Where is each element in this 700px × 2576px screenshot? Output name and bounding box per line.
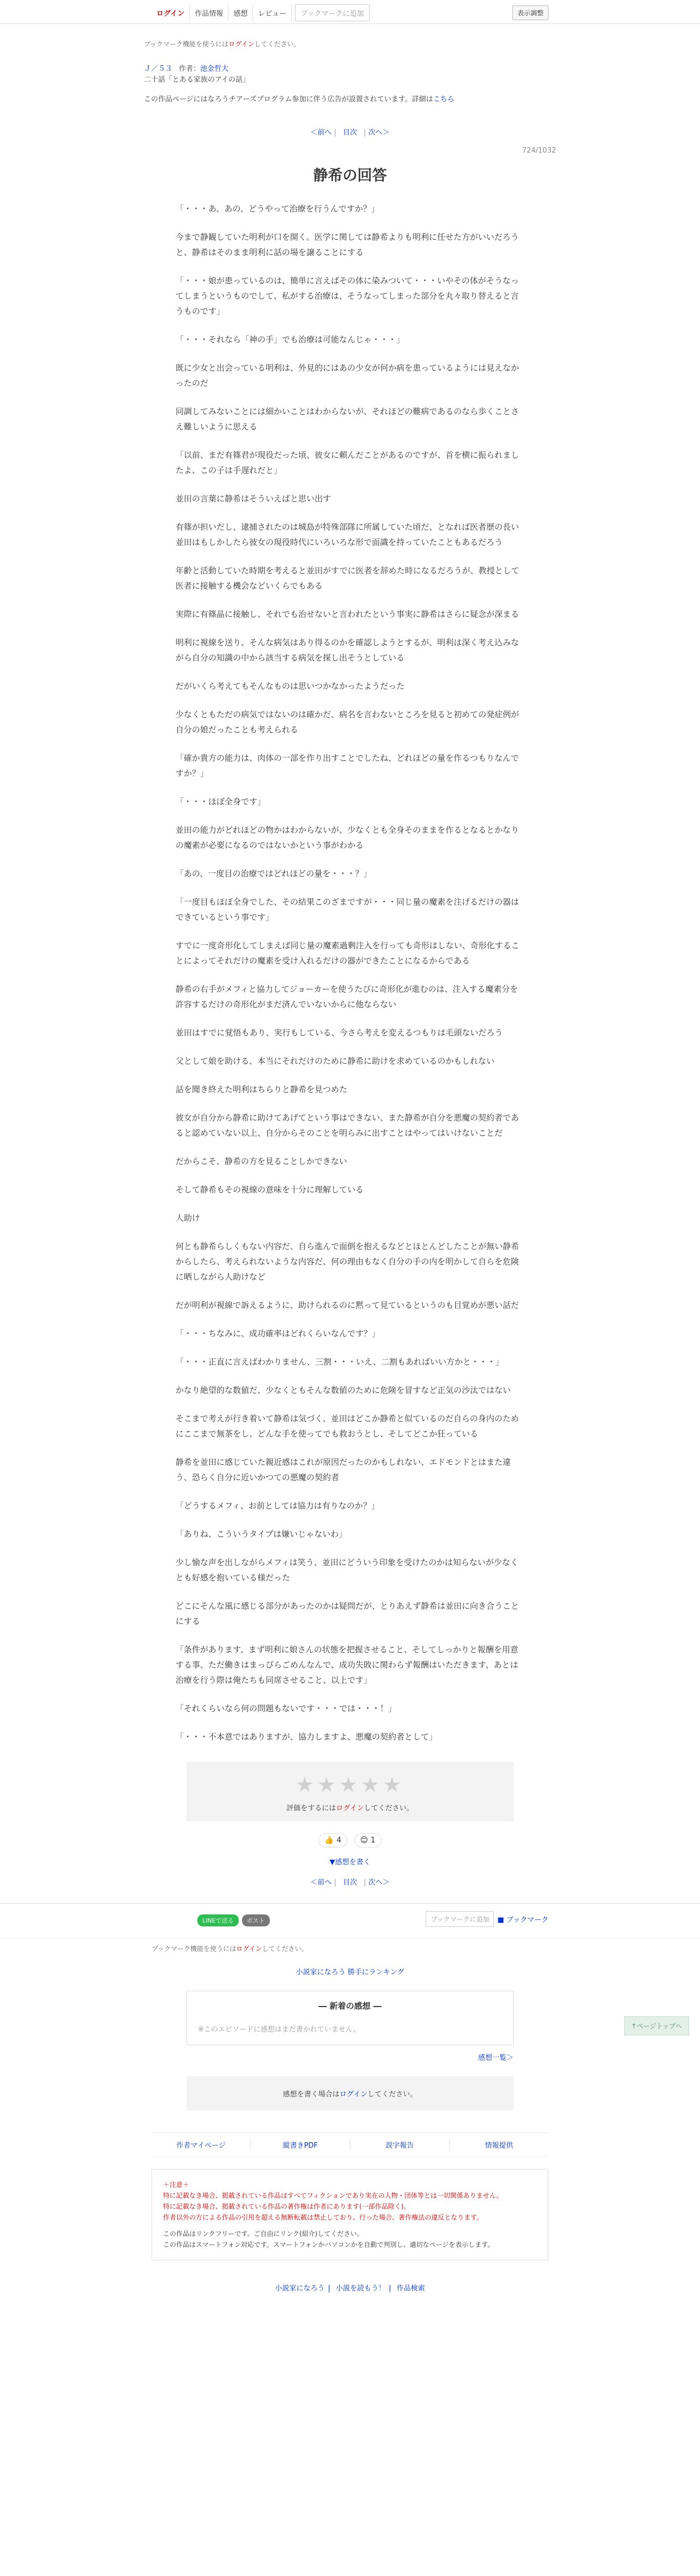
notice-head: ＋注意＋ <box>163 2181 190 2189</box>
prev-episode-link[interactable]: ＜前へ <box>310 129 332 137</box>
work-info-link[interactable]: 作品情報 <box>190 4 228 21</box>
body-paragraph: 有篠が担いだし、逮捕されたのは城島が特殊部隊に所属していた頃だ、となれば医者歴の長い並田はもしかしたら彼女の現役時代にいろいろな形で面識を持っていたこともあるだろう <box>176 522 520 547</box>
share-bar <box>0 1903 700 1938</box>
body-paragraph: そこまで考えが行き着いて静希は気づく、並田はどこか静希と似ているのだ自らの身内のためにここまで無茶をし、どんな手を使ってでも救おうとし、そしてどこか狂っている <box>176 1414 519 1439</box>
body-paragraph: 静希の右手がメフィと協力してジョーカーを使うたびに奇形化が進むのは、注入する魔素分を許容するだけの奇形化がまだ済んでいないからに他ならない <box>176 984 518 1009</box>
review-login-link[interactable]: ログイン <box>339 2090 368 2099</box>
series-info <box>144 64 524 86</box>
body-paragraph: かなり絶望的な数値だ、少なくともそんな数値のために危険を冒すなど正気の沙汰ではない <box>176 1385 511 1395</box>
body-paragraph: 「条件があります、まず明利に娘さんの状態を把握させること、そしてしっかりと報酬を用意する事、ただ働きはまっぴらごめんなんで、成功失敗に関わらず報酬はいただきます、あとは治療を行う際は俺たちも同席させること、以上です」 <box>176 1645 518 1685</box>
body-paragraph: 「ありね、こういうタイプは嫌いじゃないわ」 <box>176 1529 347 1539</box>
notice-box <box>152 2169 548 2260</box>
top-nav <box>152 4 370 21</box>
notice-line: この作品はリンクフリーです。ご自由にリンク(紹介)してください。 <box>163 2230 364 2238</box>
episode-body <box>176 201 524 1744</box>
prev-episode-link[interactable]: ＜前へ <box>310 1878 332 1887</box>
body-paragraph: そして静希もその視線の意味を十分に理解している <box>176 1185 364 1195</box>
notice-line: この作品はスマートフォン対応です。スマートフォンかパソコンかを自動で判別し、適切なページを表示します。 <box>163 2241 494 2248</box>
episode-pager-top: ＜前へ | 目次 | 次へ＞ <box>310 129 390 137</box>
hint-text: ブックマーク機能を使うには <box>144 40 229 48</box>
rating-text-end: してください。 <box>364 1804 414 1813</box>
site-link-search[interactable]: 作品検索 <box>396 2284 425 2293</box>
body-paragraph: 今まで静観していた明利が口を開く。医学に関しては静希よりも明利に任せた方がいいだろうと、静希はそのまま明利に話の場を譲ることにする <box>176 232 519 257</box>
bookmark-label: ブックマーク <box>506 1916 548 1924</box>
reaction-count: 4 <box>336 1836 342 1845</box>
login-box-text: 感想を書く場合は <box>282 2090 340 2099</box>
reaction-smile[interactable] <box>354 1833 382 1847</box>
hint-login-link[interactable]: ログイン <box>228 40 255 48</box>
rating-box <box>186 1762 514 1821</box>
rating-stars[interactable]: ★★★★★ <box>295 1773 405 1797</box>
body-paragraph: 静希を並田に感じていた親近感はこれが原因だったのかもしれない、エドモンドとはまた違う、恐らく自分に近いかつての悪魔の契約者 <box>176 1457 511 1482</box>
rating-text: 評価をするには <box>286 1804 336 1813</box>
thumbs-up-icon: 👍 <box>324 1836 334 1845</box>
bookmark-hint-bottom <box>152 1944 700 1953</box>
body-paragraph: 並田の言葉に静希はそういえばと思い出す <box>176 494 331 504</box>
footer-links <box>152 2132 548 2157</box>
reaction-count: 1 <box>370 1836 376 1845</box>
add-bookmark-button-bottom[interactable]: ブックマークに追加 <box>426 1911 494 1927</box>
vertical-pdf-link[interactable]: 縦書きPDF <box>251 2139 350 2150</box>
body-paragraph: 「・・・あ、あの、どうやって治療を行うんですか？」 <box>176 204 379 214</box>
hint-login-link[interactable]: ログイン <box>236 1945 262 1953</box>
bookmark-hint <box>144 39 524 49</box>
site-link-yomou[interactable]: 小説を読もう！ <box>335 2284 385 2293</box>
toc-link[interactable]: 目次 <box>342 129 357 137</box>
rating-message <box>186 1802 514 1813</box>
body-paragraph: 並田はすでに覚悟もあり、実行もしている、今さら考えを変えるつもりは毛頭ないだろう <box>176 1028 503 1038</box>
bookmark-link[interactable] <box>497 1914 548 1924</box>
review-list-link[interactable]: 感想一覧＞ <box>478 2054 514 2062</box>
typo-report-link[interactable]: 誤字報告 <box>351 2139 450 2150</box>
body-paragraph: 「以前、まだ有篠君が現役だった頃、彼女に頼んだことがあるのですが、首を横に振られましたよ、この子は手遅れだと」 <box>176 450 520 475</box>
hint-text-end: してください。 <box>254 40 300 48</box>
login-box-text-end: してください。 <box>367 2090 418 2099</box>
body-paragraph: 「・・・娘が患っているのは、簡単に言えばその体に染みついて・・・いやその体がそうなってしまうというものでして、私がする治療は、そうなってしまった部分を丸々取り替えると言うものです」 <box>176 276 519 316</box>
hint-text-end: してください。 <box>262 1945 308 1953</box>
login-link[interactable]: ログイン <box>152 4 190 21</box>
bottom-area <box>0 1938 700 2293</box>
body-paragraph: 父として娘を助ける、本当にそれだけのために静希に助けを求めているのかもしれない <box>176 1056 495 1066</box>
body-paragraph: 「一度目もほぼ全身でした、その結果このざまですが・・・同じ量の魔素を注げるだけの器はできているという事です」 <box>176 897 520 922</box>
comments-link[interactable]: 感想 <box>228 4 253 21</box>
body-paragraph: 同調してみないことには細かいことはわからないが、それほどの難病であるのなら歩くことさえ難しいように思える <box>176 407 520 432</box>
ranking-link[interactable]: 小説家になろう 勝手にランキング <box>295 1968 405 1977</box>
bookmark-area <box>426 1911 548 1927</box>
body-paragraph: 少し愉な声を出しながらメフィは笑う、並田にどういう印象を受けたのかは知らないが少なくとも好感を抱いている様だった <box>176 1557 518 1583</box>
add-bookmark-button[interactable]: ブックマークに追加 <box>295 4 369 21</box>
next-episode-link[interactable]: 次へ＞ <box>368 1878 390 1887</box>
body-paragraph: 「・・・正直に言えばわかりません、三割・・・いえ、二割もあればいい方かと・・・」 <box>176 1357 504 1367</box>
toc-link[interactable]: 目次 <box>342 1878 357 1887</box>
line-share-button[interactable]: LINEで送る <box>197 1914 239 1926</box>
author-page-link[interactable]: 作者マイページ <box>152 2139 251 2150</box>
notice-line: 作者以外の方による作品の引用を超える無断転載は禁止しており、行った場合、著作権法の違反となります。 <box>163 2214 484 2221</box>
bookmark-icon: ■ <box>497 1916 504 1924</box>
site-link-narou[interactable]: 小説家になろう <box>275 2284 325 2293</box>
episode-title: 静希の回答 <box>313 167 387 184</box>
smile-icon: 😊 <box>360 1836 369 1845</box>
body-paragraph: 「・・・ほぼ全身です」 <box>176 797 266 807</box>
ad-details-link[interactable]: こちら <box>433 95 455 104</box>
next-episode-link[interactable]: 次へ＞ <box>368 129 390 137</box>
body-paragraph: だが明利が視線で訴えるように、助けられるのに黙って見ているというのも目覚めが悪い話だ <box>176 1300 520 1310</box>
body-paragraph: 少なくともただの病気ではないのは確かだ、病名を言わないところを見ると初めての発症例が自分の娘だったことも考えられる <box>176 710 520 735</box>
info-report-link[interactable]: 情報提供 <box>485 2142 514 2150</box>
x-share-button[interactable]: ポスト <box>242 1914 270 1926</box>
reactions <box>176 1833 524 1847</box>
no-reviews-message: ※このエピソードに感想はまだ書かれていません。 <box>198 2026 360 2034</box>
body-paragraph: 「・・・それなら「神の手」でも治療は可能なんじゃ・・・」 <box>176 335 405 344</box>
body-paragraph: 年齢と活動していた時期を考えると並田がすでに医者を辞めた時になるだろうが、教授として医者に接触する機会などいくらでもある <box>176 566 520 591</box>
ad-notice <box>144 93 524 104</box>
body-paragraph: 人助け <box>176 1213 201 1223</box>
body-paragraph: 「確か貴方の能力は、肉体の一部を作り出すことでしたね、どれほどの量を作るつもりなんですか？」 <box>176 753 519 778</box>
body-paragraph: 「あの、一度目の治療ではどれほどの量を・・・？」 <box>176 869 372 878</box>
top-bar <box>0 0 700 24</box>
new-reviews-box <box>186 1991 514 2045</box>
body-paragraph: 彼女が自分から静希に助けてあげてという事はできない、また静希が自分を悪魔の契約者であると認めていない以上、自分からそのことを明らみに出すことはやってはいけないことだ <box>176 1113 520 1138</box>
body-paragraph: 「・・・不本意ではありますが、協力しますよ、悪魔の契約者として」 <box>176 1732 438 1742</box>
body-paragraph: だからこそ、静希の方を見ることしかできない <box>176 1156 347 1166</box>
body-paragraph: 並田の能力がどれほどの物かはわからないが、少なくとも全身そのままを作るとなるとかなりの魔素が必要になるのではないかという事がわかる <box>176 825 520 850</box>
body-paragraph: すでに一度奇形化してしまえば同じ量の魔素過剰注入を行っても奇形はしない、奇形化することによってそれだけの魔素を受け入れるだけの器ができたことになるからである <box>176 941 520 966</box>
rating-login-link[interactable]: ログイン <box>336 1804 364 1813</box>
display-settings-button[interactable]: 表示調整 <box>512 5 548 20</box>
body-paragraph: 既に少女と出会っている明利は、外見的にはあの少女が何か病を患っているようには見えなかったのだ <box>176 363 520 388</box>
body-paragraph: 「どうするメフィ、お前としては協力は有りなのか？」 <box>176 1501 379 1511</box>
author-link[interactable]: 池金哲大 <box>200 65 229 73</box>
body-paragraph: 実際に有篠晶に接触し、それでも治せないと言われたという事実に静希はさらに疑念が深まる <box>176 609 520 619</box>
chapter-title: 二十話「とある家族のアイの話」 <box>144 76 250 84</box>
body-paragraph: だがいくら考えてもそんなものは思いつかなかったようだった <box>176 681 405 691</box>
notice-line: 特に記載なき場合、掲載されている作品の著作権は作者にあります(一部作品除く)。 <box>163 2203 411 2210</box>
write-review-link[interactable]: ▼感想を書く <box>329 1858 371 1866</box>
main-content <box>144 39 556 1887</box>
body-paragraph: 何とも静希らしくもない内容だ、自ら進んで面倒を抱えるなどとほとんどしたことが無い静希からしたら、考えられないような内容だ、何の理由もなく自分の手の内を明かして自らを危険に晒しながら人助けなど <box>176 1241 520 1282</box>
hint-text: ブックマーク機能を使うには <box>152 1945 237 1953</box>
episode-number: 724/1032 <box>522 147 556 155</box>
body-paragraph: 「・・・ちなみに、成功確率はどれくらいなんです？」 <box>176 1329 381 1338</box>
body-paragraph: 「それくらいなら何の問題もないです・・・では・・・！」 <box>176 1704 397 1713</box>
author-label: 作者： <box>179 65 201 73</box>
review-login-box <box>186 2076 514 2111</box>
new-reviews-title: ― 新着の感想 ― <box>318 2001 382 2011</box>
reaction-thumbs-up[interactable] <box>318 1833 347 1847</box>
series-title-link[interactable]: Ｊ／５３ <box>144 65 173 73</box>
notice-line: 特に記載なき場合、掲載されている作品はすべてフィクションであり実在の人物・団体等とは一切関係ありません。 <box>163 2192 503 2199</box>
site-links: 小説家になろう | 小説を読もう！ | 作品検索 <box>275 2284 425 2293</box>
ad-notice-text: この作品ページにはなろうチアーズプログラム参加に伴う広告が設置されています。詳細は <box>144 95 433 104</box>
episode-pager-bottom: ＜前へ | 目次 | 次へ＞ <box>310 1878 390 1887</box>
body-paragraph: 明利に視線を送り、そんな病気はあり得るのかを確認しようとするが、明利は深く考え込みながら自分の知識の中から該当する病気を探し出そうとしている <box>176 638 520 663</box>
page-top-button[interactable]: ↑ページトップへ <box>624 2016 689 2035</box>
body-paragraph: どこにそんな風に感じる部分があったのかは疑問だが、とりあえず静希は並田に向き合うことにする <box>176 1601 519 1626</box>
body-paragraph: 話を聞き終えた明利はちらりと静希を見つめた <box>176 1084 348 1094</box>
reviews-link[interactable]: レビュー <box>253 4 292 21</box>
share-buttons <box>197 1914 270 1926</box>
